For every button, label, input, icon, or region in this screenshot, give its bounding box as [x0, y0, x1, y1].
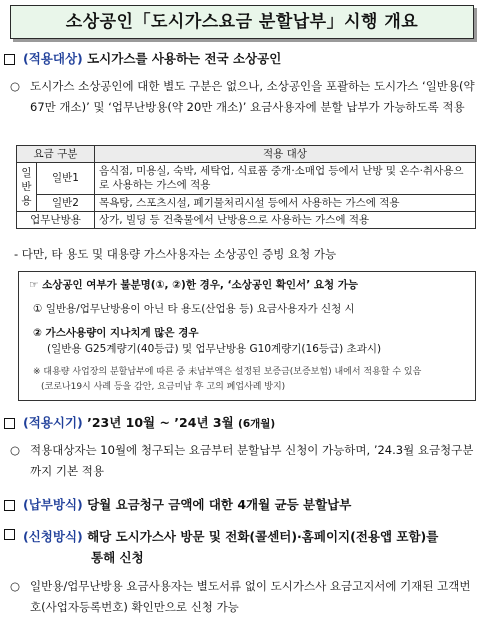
target-bullet-text: 도시가스 소상공인에 대한 별도 구분은 없으나, 소상공인을 포괄하는 도시가스 ‘일반용(약 67만 개소)’ 및 ‘업무난방용(약 20만 개소)’ 요금사용자에 분할 납부가 가능하도록 적용	[30, 79, 475, 114]
apply-bullet-text: 일반용/업무난방용 요금사용자는 별도서류 없이 도시가스사 요금고지서에 기재된 고객번호(사업자등록번호) 확인만으로 신청 가능	[30, 579, 471, 614]
table-header-target: 적용 대상	[95, 146, 476, 163]
period-bullet-text: 적용대상자는 10월에 청구되는 요금부터 분할납부 신청이 가능하며, ’24.3월 요금청구분까지 기본 적용	[30, 443, 474, 478]
section-apply-heading-1: 해당 도시가스사 방문 및 전화(콜센터)·홈페이지(전용앱 포함)를	[87, 529, 439, 544]
section-method	[4, 497, 351, 514]
section-target	[4, 51, 281, 68]
target-bullet	[10, 76, 476, 118]
box-item2-detail: (일반용 G25계량기(40등급) 및 업무난방용 G10계량기(16등급) 초과시)	[47, 343, 382, 355]
section-period-heading: ’23년 10월 ~ ’24년 3월	[87, 415, 234, 430]
confirmation-box	[18, 271, 476, 401]
box-line1: ☞ 소상공인 여부가 불분명(①, ②)한 경우, ‘소상공인 확인서’ 요청 가능	[29, 279, 359, 291]
table-row-label: 일반1	[37, 163, 95, 194]
section-method-heading: 당월 요금청구 금액에 대한 4개월 균등 분할납부	[87, 497, 352, 512]
checkbox-square-icon	[4, 54, 15, 65]
box-footnote-1: ※ 대용량 사업장의 분할납부에 따른 중 未납부액은 설정된 보증금(보증보험) 내에서 적용할 수 있음	[33, 367, 422, 377]
circle-bullet-icon: ○	[10, 443, 21, 457]
rate-table	[16, 145, 476, 229]
section-apply-prefix: (신청방식)	[23, 529, 83, 544]
circle-bullet-icon: ○	[10, 579, 21, 593]
apply-bullet	[10, 576, 476, 618]
checkbox-square-icon	[4, 418, 15, 429]
table-group-label: 일반용	[17, 163, 37, 212]
table-header-category: 요금 구분	[17, 146, 95, 163]
section-apply	[4, 526, 478, 568]
circle-bullet-icon: ○	[10, 79, 21, 93]
checkbox-square-icon	[4, 529, 15, 540]
section-period-suffix: (6개월)	[238, 418, 276, 430]
box-item1: ① 일반용/업무난방용이 아닌 타 용도(산업용 등) 요금사용자가 신청 시	[33, 303, 355, 315]
table-row-text: 상가, 빌딩 등 건축물에서 난방용으로 사용하는 가스에 적용	[95, 211, 476, 228]
table-row-label: 일반2	[37, 194, 95, 211]
table-row-text: 음식점, 미용실, 숙박, 세탁업, 식료품 중개·소매업 등에서 난방 및 온수·취사용으로 사용하는 가스에 적용	[95, 163, 476, 194]
box-item2-title: ② 가스사용량이 지나치게 많은 경우	[33, 327, 199, 339]
table-row-text: 목욕탕, 스포츠시설, 폐기물처리시설 등에서 사용하는 가스에 적용	[95, 194, 476, 211]
table-row-label: 업무난방용	[17, 211, 95, 228]
section-apply-heading-2: 통해 신청	[91, 550, 144, 565]
checkbox-square-icon	[4, 500, 15, 511]
section-period	[4, 415, 275, 432]
dash-note: - 다만, 타 용도 및 대용량 가스사용자는 소상공인 증빙 요청 가능	[14, 247, 337, 261]
period-bullet	[10, 440, 476, 482]
section-target-prefix: (적용대상)	[23, 51, 83, 66]
page-title: 소상공인「도시가스요금 분할납부」시행 개요	[10, 5, 474, 39]
section-method-prefix: (납부방식)	[23, 497, 83, 512]
section-period-prefix: (적용시기)	[23, 415, 83, 430]
box-footnote-2: (코로나19시 사례 등을 감안, 요금미납 후 고의 폐업사례 방지)	[41, 382, 286, 392]
section-target-heading: 도시가스를 사용하는 전국 소상공인	[87, 51, 282, 66]
